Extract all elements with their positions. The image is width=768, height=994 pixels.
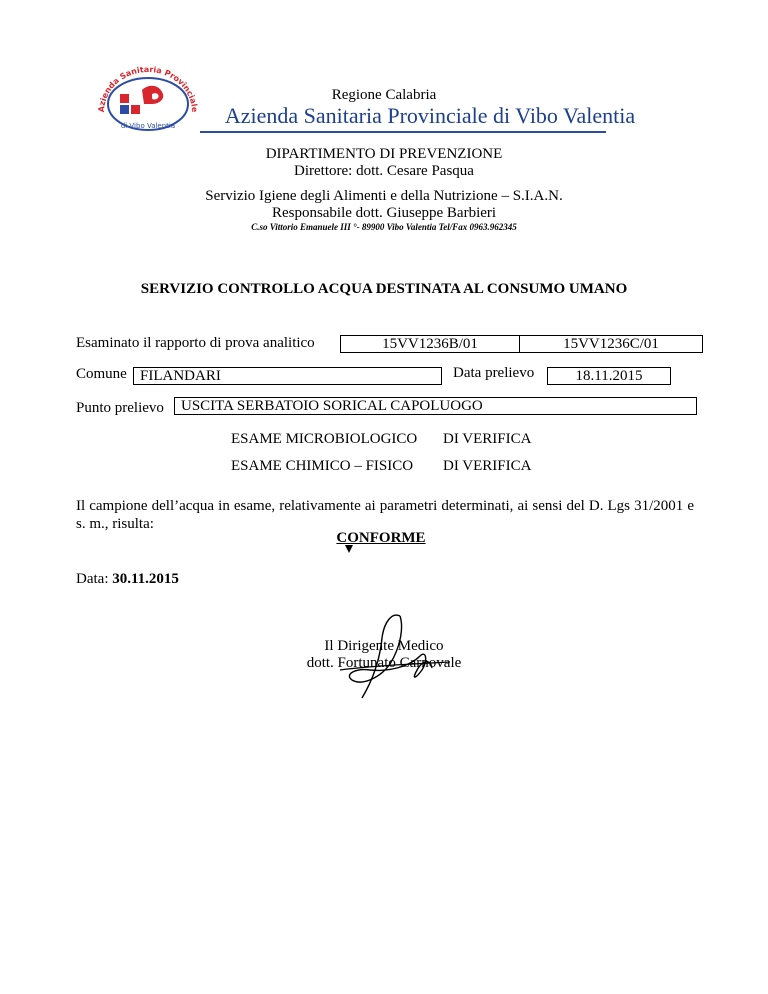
dropdown-arrow-icon <box>345 545 353 553</box>
region-name: Regione Calabria <box>331 87 437 103</box>
service-responsible: Responsabile dott. Giuseppe Barbieri <box>271 205 497 221</box>
asp-name: Azienda Sanitaria Provinciale di Vibo Valentia <box>224 103 636 128</box>
result-paragraph: Il campione dell’acqua in esame, relativamente ai parametri determinati, ai sensi del D. Lgs 31/2001 e s. m., risulta: <box>76 498 694 532</box>
date-label: Data: <box>76 571 109 587</box>
comune-label: Comune <box>76 366 127 382</box>
address-line: C.so Vittorio Emanuele III °- 89900 Vibo Valentia Tel/Fax 0963.962345 <box>251 222 517 232</box>
logo-sub-text: di Vibo Valentia <box>120 122 176 130</box>
punto-prelievo-field: USCITA SERBATOIO SORICAL CAPOLUOGO <box>174 397 697 415</box>
exam-type-1: DI VERIFICA <box>443 431 532 447</box>
data-prelievo-field: 18.11.2015 <box>547 367 671 385</box>
department-name: DIPARTIMENTO DI PREVENZIONE <box>265 146 503 162</box>
comune-field: FILANDARI <box>133 367 442 385</box>
signature-name: dott. Fortunato Carnovale <box>306 655 462 671</box>
exam-name-1: ESAME MICROBIOLOGICO <box>231 431 418 447</box>
date-value: 30.11.2015 <box>112 571 179 587</box>
document-date <box>76 571 179 588</box>
report-number-1: 15VV1236B/01 <box>340 335 520 353</box>
data-prelievo-label: Data prelievo <box>453 365 535 381</box>
logo-arc-text: Azienda Sanitaria Provinciale <box>96 64 200 113</box>
exam-type-2: DI VERIFICA <box>443 458 532 474</box>
director-name: Direttore: dott. Cesare Pasqua <box>294 163 474 179</box>
header-divider <box>200 131 606 133</box>
result-outcome: CONFORME <box>336 530 426 546</box>
punto-prelievo-label: Punto prelievo <box>76 400 164 416</box>
report-number-2: 15VV1236C/01 <box>519 335 703 353</box>
report-label: Esaminato il rapporto di prova analitico <box>76 335 315 351</box>
asp-logo <box>92 60 204 132</box>
exam-name-2: ESAME CHIMICO – FISICO <box>231 458 414 474</box>
document-title: SERVIZIO CONTROLLO ACQUA DESTINATA AL CONSUMO UMANO <box>140 281 628 297</box>
handwritten-signature <box>300 608 480 703</box>
signature-role: Il Dirigente Medico <box>324 638 444 654</box>
service-name: Servizio Igiene degli Alimenti e della Nutrizione – S.I.A.N. <box>205 188 563 204</box>
